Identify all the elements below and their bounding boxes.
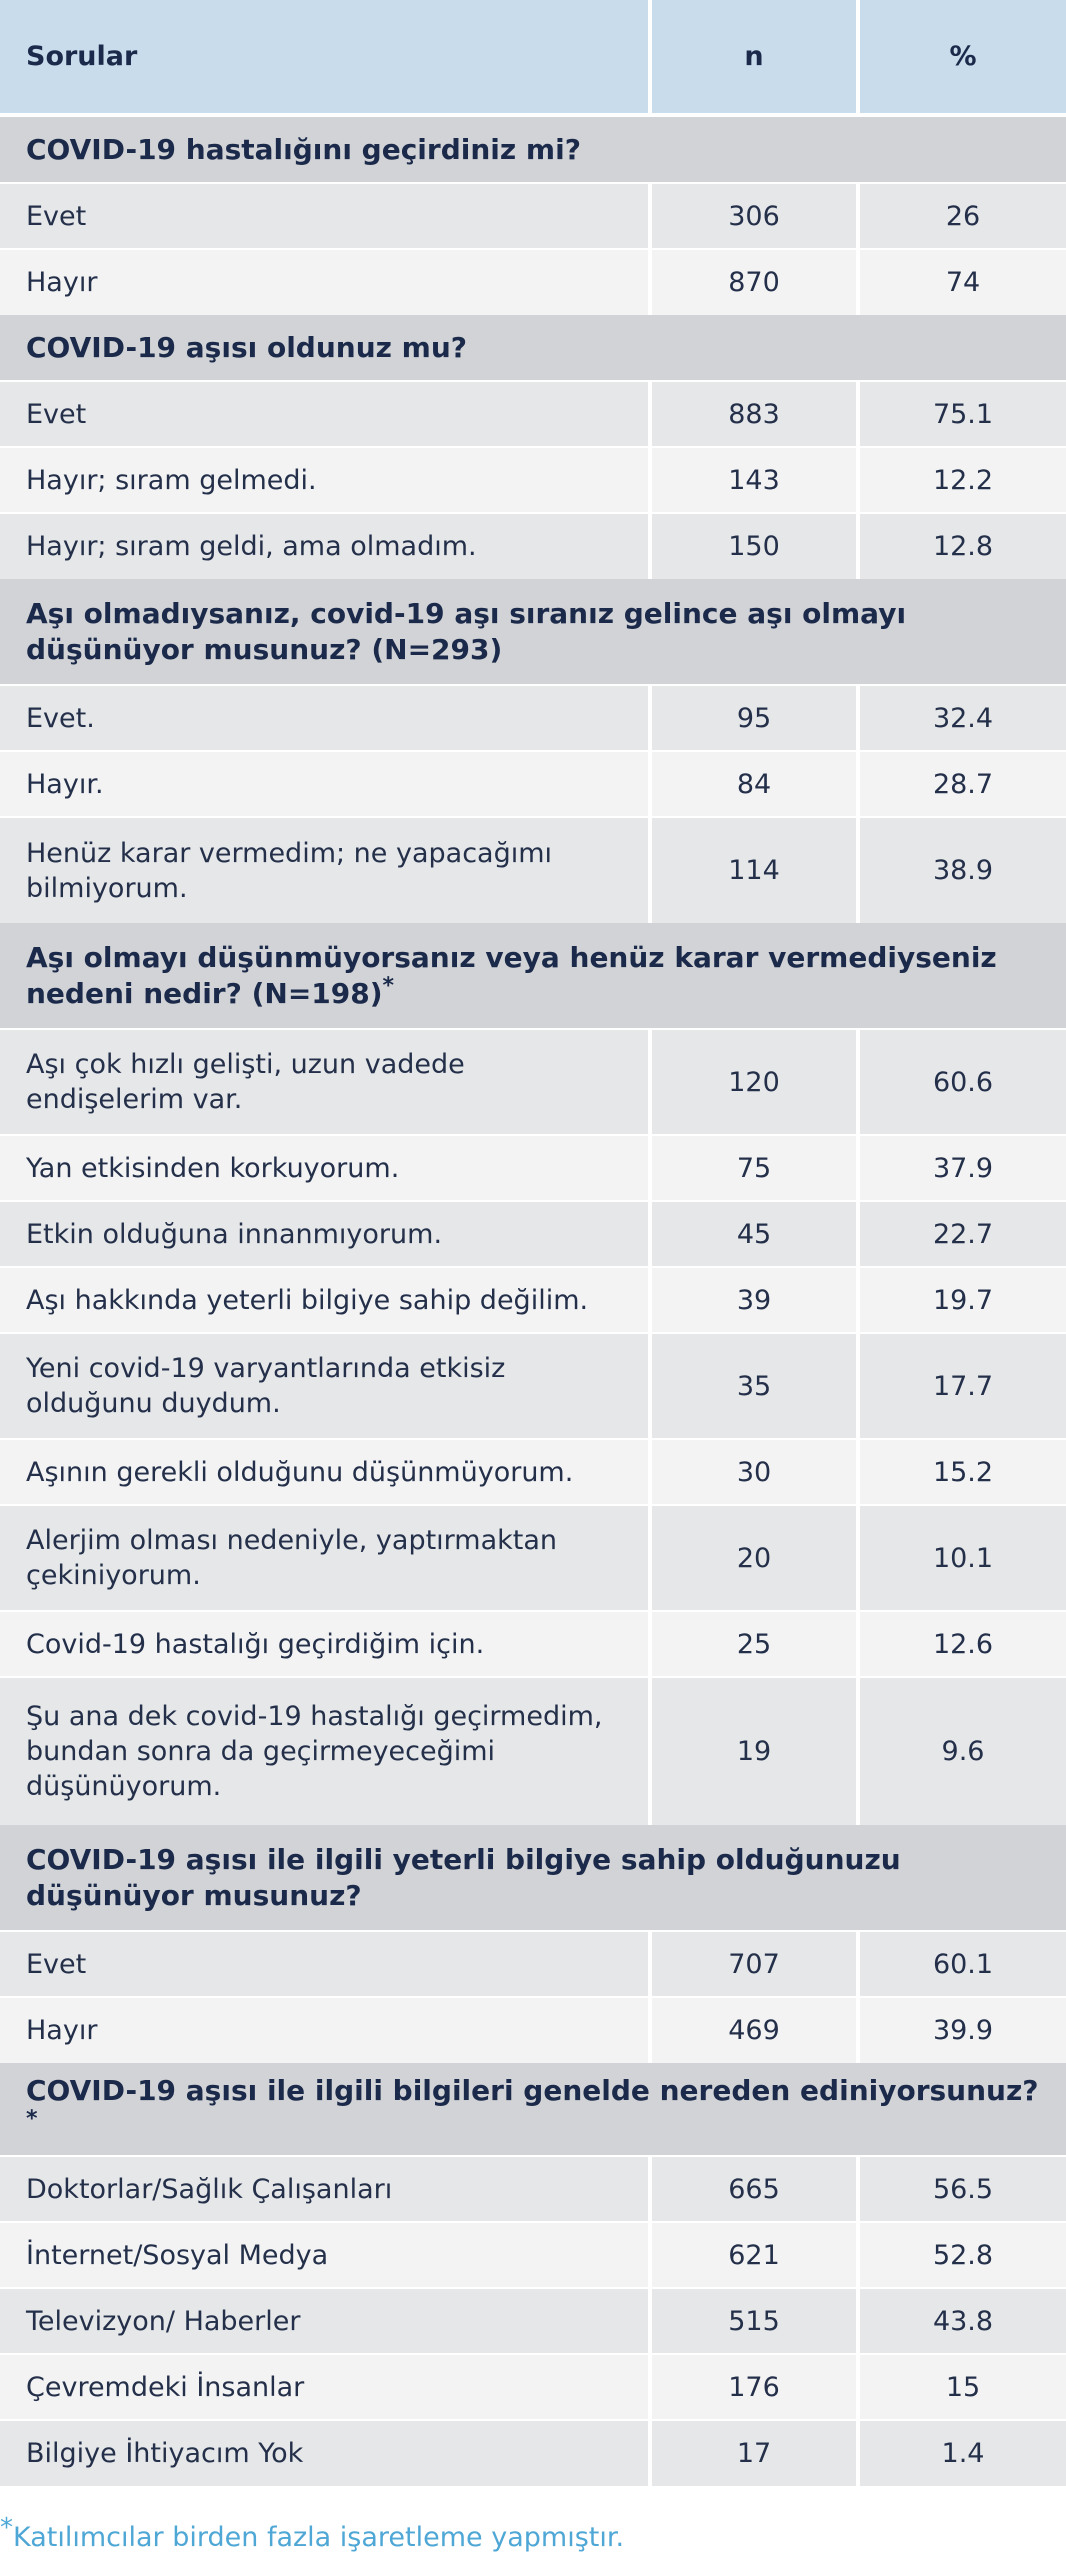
row-n: 870	[650, 249, 858, 315]
row-n: 20	[650, 1505, 858, 1611]
table-row	[0, 2420, 1066, 2486]
row-n: 665	[650, 2156, 858, 2222]
row-n: 515	[650, 2288, 858, 2354]
row-label: Evet.	[0, 685, 650, 751]
row-n: 150	[650, 513, 858, 579]
section-title: COVID-19 aşısı oldunuz mu?	[0, 315, 1066, 381]
row-label: Evet	[0, 1931, 650, 1997]
row-pct: 32.4	[858, 685, 1066, 751]
footnote-asterisk: *	[0, 2513, 13, 2543]
row-n: 143	[650, 447, 858, 513]
row-pct: 39.9	[858, 1997, 1066, 2063]
row-label: Hayır; sıram gelmedi.	[0, 447, 650, 513]
row-label: Aşı çok hızlı gelişti, uzun vadede endişelerim var.	[0, 1029, 650, 1135]
row-pct: 15.2	[858, 1439, 1066, 1505]
table-row	[0, 2222, 1066, 2288]
row-label: Yeni covid-19 varyantlarında etkisiz olduğunu duydum.	[0, 1333, 650, 1439]
row-n: 707	[650, 1931, 858, 1997]
section-title: Aşı olmadıysanız, covid-19 aşı sıranız gelince aşı olmayı düşünüyor musunuz? (N=293)	[0, 579, 1066, 685]
table-row	[0, 1931, 1066, 1997]
header-percent: %	[858, 0, 1066, 113]
row-label: Doktorlar/Sağlık Çalışanları	[0, 2156, 650, 2222]
table-row	[0, 513, 1066, 579]
header-questions: Sorular	[0, 0, 650, 113]
row-pct: 12.2	[858, 447, 1066, 513]
row-n: 84	[650, 751, 858, 817]
row-n: 883	[650, 381, 858, 447]
section-title: COVID-19 aşısı ile ilgili yeterli bilgiye sahip olduğunuzu düşünüyor musunuz?	[0, 1825, 1066, 1931]
section-title-text: Aşı olmayı düşünmüyorsanız veya henüz karar vermediyseniz nedeni nedir? (N=198)	[26, 940, 997, 1010]
row-label: Hayır; sıram geldi, ama olmadım.	[0, 513, 650, 579]
row-n: 39	[650, 1267, 858, 1333]
table-row	[0, 1611, 1066, 1677]
row-pct: 9.6	[858, 1677, 1066, 1825]
row-n: 120	[650, 1029, 858, 1135]
row-pct: 60.1	[858, 1931, 1066, 1997]
row-label: Evet	[0, 183, 650, 249]
row-n: 35	[650, 1333, 858, 1439]
section-title-text: COVID-19 aşısı ile ilgili bilgileri genelde nereden ediniyorsunuz?	[26, 2074, 1039, 2107]
row-n: 25	[650, 1611, 858, 1677]
table-row	[0, 1997, 1066, 2063]
table-row	[0, 447, 1066, 513]
row-label: Hayır	[0, 1997, 650, 2063]
section-title	[0, 923, 1066, 1029]
row-label: Aşının gerekli olduğunu düşünmüyorum.	[0, 1439, 650, 1505]
row-n: 19	[650, 1677, 858, 1825]
row-pct: 10.1	[858, 1505, 1066, 1611]
row-label: Aşı hakkında yeterli bilgiye sahip değilim.	[0, 1267, 650, 1333]
row-label: Şu ana dek covid-19 hastalığı geçirmedim, bundan sonra da geçirmeyeceğimi düşünüyorum.	[0, 1677, 650, 1825]
table-row	[0, 249, 1066, 315]
row-n: 114	[650, 817, 858, 923]
row-pct: 1.4	[858, 2420, 1066, 2486]
row-n: 30	[650, 1439, 858, 1505]
row-n: 75	[650, 1135, 858, 1201]
row-pct: 75.1	[858, 381, 1066, 447]
row-label: Yan etkisinden korkuyorum.	[0, 1135, 650, 1201]
row-label: İnternet/Sosyal Medya	[0, 2222, 650, 2288]
row-label: Bilgiye İhtiyacım Yok	[0, 2420, 650, 2486]
section-title: COVID-19 hastalığını geçirdiniz mi?	[0, 117, 1066, 183]
row-label: Etkin olduğuna innanmıyorum.	[0, 1201, 650, 1267]
row-pct: 19.7	[858, 1267, 1066, 1333]
table-row	[0, 2156, 1066, 2222]
table-row	[0, 381, 1066, 447]
asterisk-mark: *	[26, 2106, 38, 2132]
row-pct: 60.6	[858, 1029, 1066, 1135]
table-row	[0, 751, 1066, 817]
row-n: 45	[650, 1201, 858, 1267]
row-pct: 12.8	[858, 513, 1066, 579]
row-pct: 22.7	[858, 1201, 1066, 1267]
table-row	[0, 1677, 1066, 1825]
row-pct: 56.5	[858, 2156, 1066, 2222]
row-label: Alerjim olması nedeniyle, yaptırmaktan çekiniyorum.	[0, 1505, 650, 1611]
table-row	[0, 2354, 1066, 2420]
row-label: Evet	[0, 381, 650, 447]
row-pct: 52.8	[858, 2222, 1066, 2288]
footnote-text: Katılımcılar birden fazla işaretleme yapmıştır.	[13, 2522, 625, 2553]
table-row	[0, 1135, 1066, 1201]
row-n: 469	[650, 1997, 858, 2063]
row-n: 95	[650, 685, 858, 751]
row-pct: 74	[858, 249, 1066, 315]
table-row	[0, 1201, 1066, 1267]
row-label: Televizyon/ Haberler	[0, 2288, 650, 2354]
row-pct: 12.6	[858, 1611, 1066, 1677]
asterisk-mark: *	[382, 973, 395, 999]
table-row	[0, 1333, 1066, 1439]
table-row	[0, 2288, 1066, 2354]
row-label: Hayır	[0, 249, 650, 315]
table-row	[0, 685, 1066, 751]
row-pct: 37.9	[858, 1135, 1066, 1201]
table-row	[0, 1439, 1066, 1505]
row-label: Hayır.	[0, 751, 650, 817]
row-label: Henüz karar vermedim; ne yapacağımı bilmiyorum.	[0, 817, 650, 923]
footnote	[0, 2513, 625, 2556]
table-row	[0, 1267, 1066, 1333]
row-pct: 26	[858, 183, 1066, 249]
row-label: Covid-19 hastalığı geçirdiğim için.	[0, 1611, 650, 1677]
row-n: 306	[650, 183, 858, 249]
row-pct: 15	[858, 2354, 1066, 2420]
row-n: 17	[650, 2420, 858, 2486]
section-title	[0, 2063, 1066, 2156]
header-n: n	[650, 0, 858, 113]
row-pct: 28.7	[858, 751, 1066, 817]
row-pct: 38.9	[858, 817, 1066, 923]
table-row	[0, 183, 1066, 249]
row-pct: 43.8	[858, 2288, 1066, 2354]
row-n: 176	[650, 2354, 858, 2420]
table-row	[0, 1505, 1066, 1611]
table-header	[0, 0, 1066, 113]
row-label: Çevremdeki İnsanlar	[0, 2354, 650, 2420]
table-row	[0, 1029, 1066, 1135]
row-n: 621	[650, 2222, 858, 2288]
row-pct: 17.7	[858, 1333, 1066, 1439]
table-row	[0, 817, 1066, 923]
